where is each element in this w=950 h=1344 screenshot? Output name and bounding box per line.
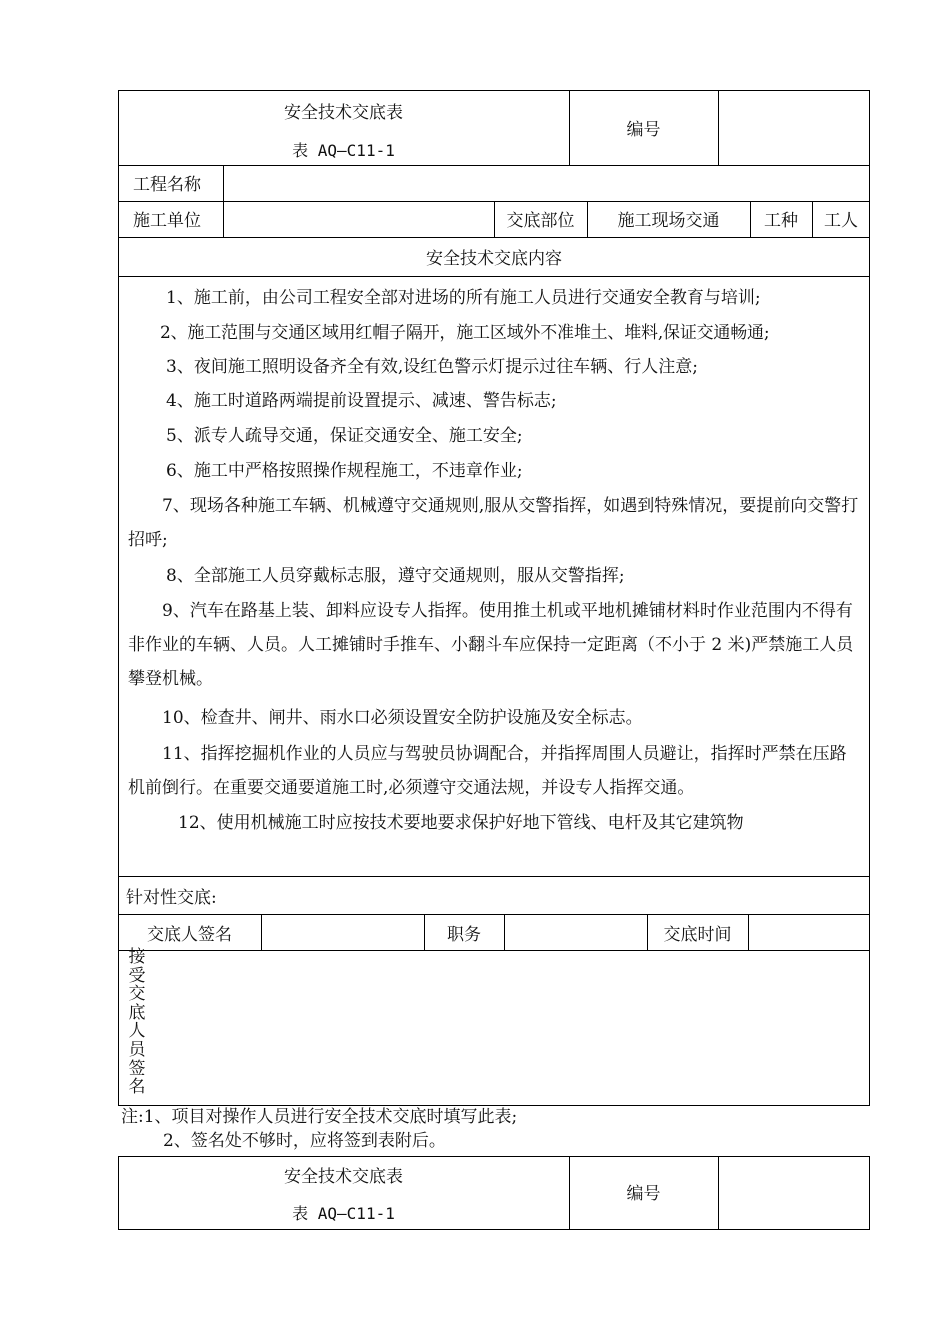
divider [118,165,870,166]
number-label: 编号 [626,120,661,140]
divider [118,237,870,238]
divider [261,914,262,950]
position-label: 职务 [447,925,481,945]
time-label: 交底时间 [663,925,732,945]
content-heading: 安全技术交底内容 [426,249,562,269]
content-item-6: 6、施工中严格按照操作规程施工，不违章作业; [166,461,523,481]
note-line-1: 注:1、项目对操作人员进行安全技术交底时填写此表; [121,1107,518,1127]
location-value: 施工现场交通 [617,211,720,231]
divider [118,914,870,915]
form-code: 表 AQ—C11-1 [292,1204,395,1223]
project-name-label: 工程名称 [133,175,201,195]
work-type-label: 工种 [764,211,798,231]
receivers-label: 接 受 交 底 人 员 签 名 [128,947,146,1098]
note-line-2: 2、签名处不够时，应将签到表附后。 [163,1131,446,1151]
form-title: 安全技术交底表 [284,103,403,123]
content-item-9: 9、汽车在路基上装、卸料应设专人指挥。使用推土机或平地机摊铺材料时作业范围内不得有非作业的车辆、人员。人工摊铺时手推车、小翻斗车应保持一定距离（不小于 2 米)严禁施工人员攀登机械。 [128,601,854,689]
construction-unit-label: 施工单位 [133,211,201,231]
number-label: 编号 [626,1184,661,1204]
location-label: 交底部位 [506,211,575,231]
content-item-10: 10、检查井、闸井、雨水口必须设置安全防护设施及安全标志。 [162,708,643,728]
content-item-11: 11、指挥挖掘机作业的人员应与驾驶员协调配合，并指挥周围人员避让，指挥时严禁在压路机前倒行。在重要交通要道施工时,必须遵守交通法规，并设专人指挥交通。 [128,744,847,798]
content-item-12: 12、使用机械施工时应按技术要地要求保护好地下管线、电杆及其它建筑物 [178,813,744,833]
divider [718,1156,719,1230]
divider [118,876,870,877]
content-item-8: 8、全部施工人员穿戴标志服，遵守交通规则，服从交警指挥; [166,566,625,586]
content-item-1: 1、施工前，由公司工程安全部对进场的所有施工人员进行交通安全教育与培训; [166,288,761,308]
divider [118,950,870,951]
targeted-label: 针对性交底: [126,888,217,908]
divider [718,90,719,165]
content-item-3: 3、夜间施工照明设备齐全有效,设红色警示灯提示过往车辆、行人注意; [166,357,698,377]
divider [504,914,505,950]
content-item-7: 7、现场各种施工车辆、机械遵守交通规则,服从交警指挥，如遇到特殊情况，要提前向交警打招呼; [128,496,859,550]
form-code: 表 AQ—C11-1 [292,141,395,160]
signer-label: 交底人签名 [147,925,232,945]
divider [748,914,749,950]
work-type-value: 工人 [824,211,858,231]
form-title: 安全技术交底表 [284,1167,403,1187]
divider [118,276,870,277]
content-item-4: 4、施工时道路两端提前设置提示、减速、警告标志; [166,391,557,411]
content-item-5: 5、派专人疏导交通，保证交通安全、施工安全; [166,426,523,446]
content-item-2: 2、施工范围与交通区域用红帽子隔开，施工区域外不准堆土、堆料,保证交通畅通; [160,323,770,343]
